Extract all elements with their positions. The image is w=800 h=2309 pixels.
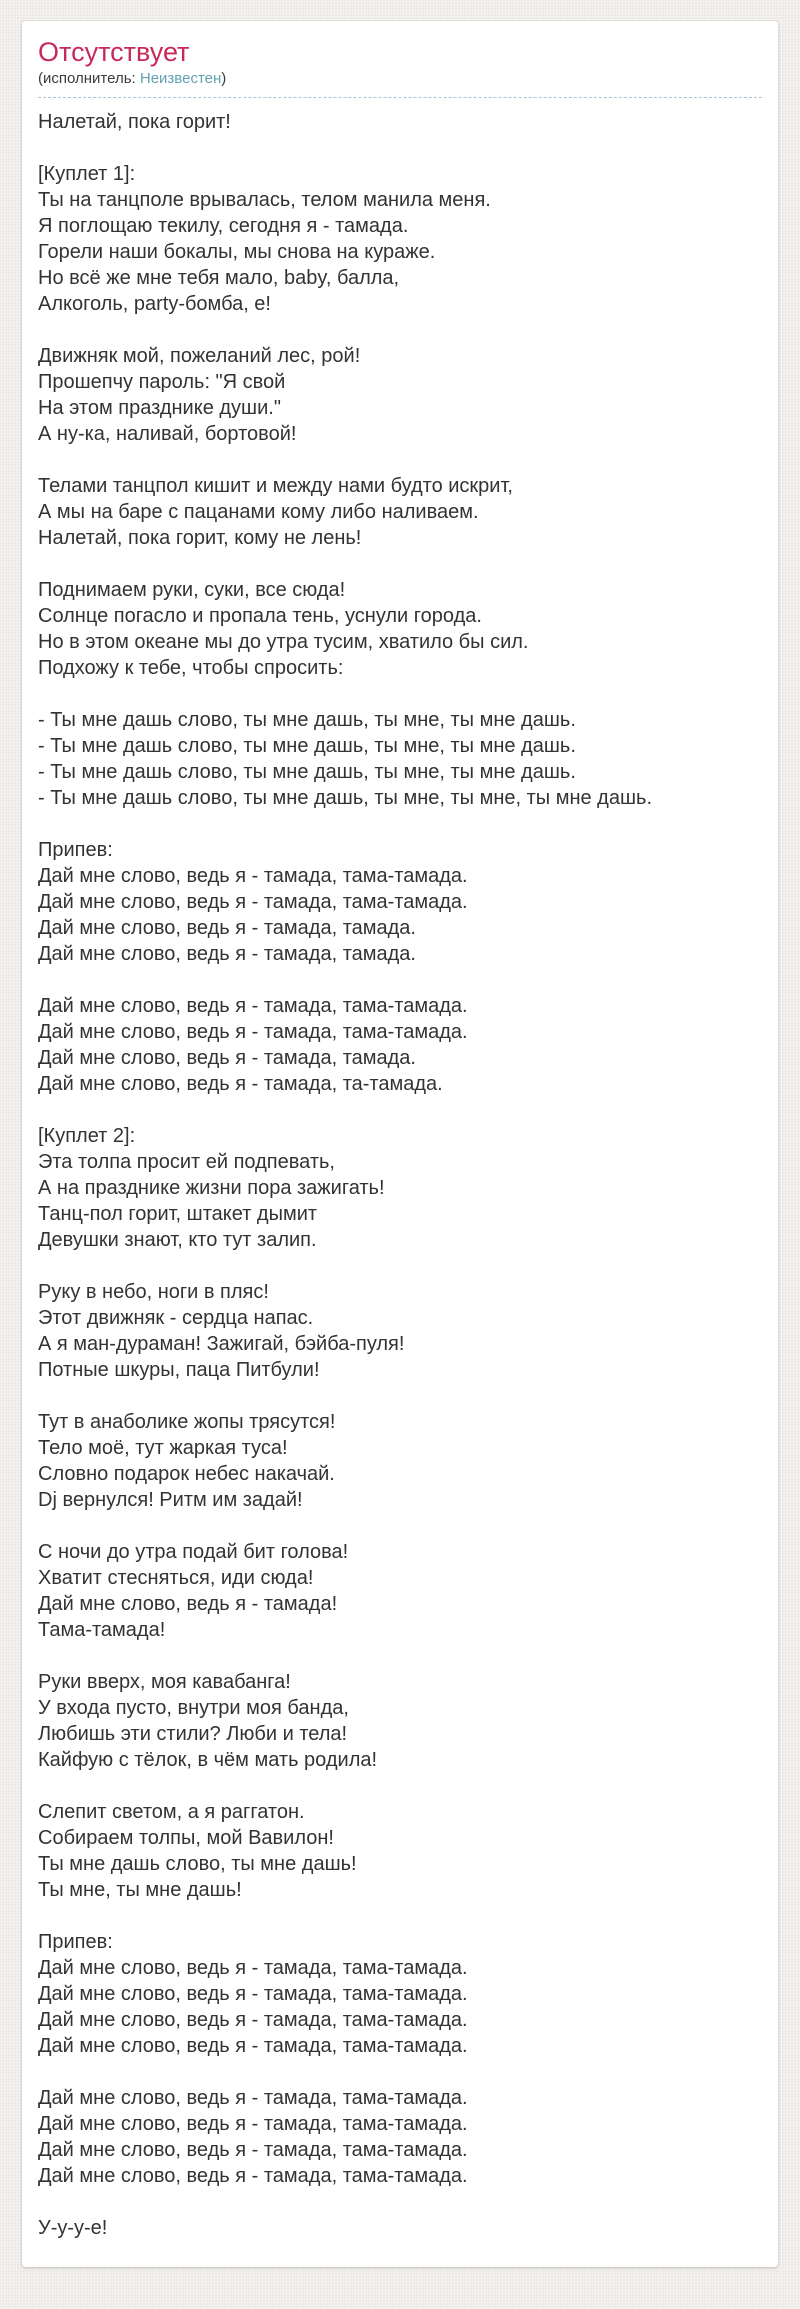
lyric-line: Дай мне слово, ведь я - тамада, тама-тамада. (38, 2139, 468, 2161)
lyric-line: У-у-у-е! (38, 2217, 108, 2239)
lyric-line: Дай мне слово, ведь я - тамада, тама-тамада. (38, 1957, 468, 1979)
lyric-line: Дай мне слово, ведь я - тамада! (38, 1593, 338, 1615)
lyric-line: Но в этом океане мы до утра тусим, хватило бы сил. (38, 631, 529, 653)
lyric-line: Дай мне слово, ведь я - тамада, тама-тамада. (38, 891, 468, 913)
artist-line (38, 70, 762, 88)
page-title: Отсутствует (38, 37, 190, 67)
blank-line (38, 1097, 762, 1123)
blank-line (38, 1253, 762, 1279)
lyric-line: Дай мне слово, ведь я - тамада, тамада. (38, 917, 416, 939)
lyric-line: У входа пусто, внутри моя банда, (38, 1697, 349, 1719)
lyric-line: Тама-тамада! (38, 1619, 166, 1641)
lyric-line: Дай мне слово, ведь я - тамада, тама-тамада. (38, 995, 468, 1017)
lyric-line: Припев: (38, 1931, 113, 1953)
song-header (38, 37, 762, 98)
blank-line (38, 447, 762, 473)
lyric-line: Дай мне слово, ведь я - тамада, тама-тамада. (38, 1983, 468, 2005)
lyric-line: Налетай, пока горит, кому не лень! (38, 527, 362, 549)
lyric-line: Дай мне слово, ведь я - тамада, тамада. (38, 1047, 416, 1069)
lyrics-card (22, 21, 778, 2267)
lyric-line: Любишь эти стили? Люби и тела! (38, 1723, 348, 1745)
lyric-line: Дай мне слово, ведь я - тамада, тама-тамада. (38, 865, 468, 887)
lyric-line: Я поглощаю текилу, сегодня я - тамада. (38, 215, 409, 237)
blank-line (38, 551, 762, 577)
blank-line (38, 811, 762, 837)
lyric-line: Хватит стесняться, иди сюда! (38, 1567, 314, 1589)
lyric-line: Словно подарок небес накачай. (38, 1463, 335, 1485)
lyric-line: Слепит светом, а я раггатон. (38, 1801, 305, 1823)
artist-label-suffix: ) (221, 70, 227, 87)
lyric-line: Телами танцпол кишит и между нами будто искрит, (38, 475, 513, 497)
artist-label: (исполнитель: (38, 70, 140, 87)
blank-line (38, 967, 762, 993)
lyric-line: Дай мне слово, ведь я - тамада, тама-тамада. (38, 1021, 468, 1043)
lyric-line: Эта толпа просит ей подпевать, (38, 1151, 335, 1173)
blank-line (38, 135, 762, 161)
lyric-line: Алкоголь, party-бомба, е! (38, 293, 271, 315)
blank-line (38, 681, 762, 707)
lyric-line: Девушки знают, кто тут залип. (38, 1229, 317, 1251)
lyric-line: Dj вернулся! Ритм им задай! (38, 1489, 303, 1511)
lyric-line: Дай мне слово, ведь я - тамада, тама-тамада. (38, 2087, 468, 2109)
lyrics-text (38, 109, 762, 2241)
lyric-line: Собираем толпы, мой Вавилон! (38, 1827, 334, 1849)
lyric-line: Тут в анаболике жопы трясутся! (38, 1411, 336, 1433)
lyric-line: Налетай, пока горит! (38, 111, 231, 133)
blank-line (38, 2059, 762, 2085)
lyric-line: Горели наши бокалы, мы снова на кураже. (38, 241, 436, 263)
lyric-line: Ты мне, ты мне дашь! (38, 1879, 242, 1901)
lyric-line: Солнце погасло и пропала тень, уснули города. (38, 605, 482, 627)
lyric-line: Потные шкуры, паца Питбули! (38, 1359, 320, 1381)
lyric-line: Ты на танцполе врывалась, телом манила меня. (38, 189, 491, 211)
lyric-line: Припев: (38, 839, 113, 861)
lyric-line: Поднимаем руки, суки, все сюда! (38, 579, 346, 601)
lyric-line: Дай мне слово, ведь я - тамада, тама-тамада. (38, 2035, 468, 2057)
lyric-line: А мы на баре с пацанами кому либо наливаем. (38, 501, 479, 523)
lyric-line: А на празднике жизни пора зажигать! (38, 1177, 385, 1199)
lyric-line: Руку в небо, ноги в пляс! (38, 1281, 269, 1303)
lyric-line: Дай мне слово, ведь я - тамада, тама-тамада. (38, 2113, 468, 2135)
blank-line (38, 1383, 762, 1409)
lyric-line: Этот движняк - сердца напас. (38, 1307, 314, 1329)
blank-line (38, 2189, 762, 2215)
lyric-line: - Ты мне дашь слово, ты мне дашь, ты мне, ты мне, ты мне дашь. (38, 787, 652, 809)
page-background (0, 21, 800, 2309)
lyric-line: Танц-пол горит, штакет дымит (38, 1203, 318, 1225)
lyric-line: А ну-ка, наливай, бортовой! (38, 423, 297, 445)
blank-line (38, 317, 762, 343)
lyric-line: Подхожу к тебе, чтобы спросить: (38, 657, 344, 679)
lyric-line: - Ты мне дашь слово, ты мне дашь, ты мне, ты мне дашь. (38, 761, 576, 783)
blank-line (38, 1643, 762, 1669)
lyric-line: На этом празднике души." (38, 397, 281, 419)
artist-link[interactable]: Неизвестен (139, 70, 222, 87)
lyric-line: Прошепчу пароль: "Я свой (38, 371, 286, 393)
lyric-line: Дай мне слово, ведь я - тамада, тама-тамада. (38, 2165, 468, 2187)
lyric-line: Но всё же мне тебя мало, baby, балла, (38, 267, 400, 289)
lyric-line: Дай мне слово, ведь я - тамада, та-тамада. (38, 1073, 443, 1095)
blank-line (38, 1513, 762, 1539)
lyric-line: - Ты мне дашь слово, ты мне дашь, ты мне, ты мне дашь. (38, 709, 576, 731)
lyric-line: Ты мне дашь слово, ты мне дашь! (38, 1853, 357, 1875)
lyric-line: Движняк мой, пожеланий лес, рой! (38, 345, 361, 367)
lyric-line: Руки вверх, моя кавабанга! (38, 1671, 291, 1693)
lyric-line: Кайфую с тёлок, в чём мать родила! (38, 1749, 378, 1771)
lyric-line: Дай мне слово, ведь я - тамада, тамада. (38, 943, 416, 965)
lyric-line: Тело моё, тут жаркая туса! (38, 1437, 288, 1459)
blank-line (38, 1773, 762, 1799)
lyric-line: С ночи до утра подай бит голова! (38, 1541, 349, 1563)
lyric-line: [Куплет 1]: (38, 163, 136, 185)
lyric-line: [Куплет 2]: (38, 1125, 136, 1147)
blank-line (38, 1903, 762, 1929)
lyric-line: - Ты мне дашь слово, ты мне дашь, ты мне, ты мне дашь. (38, 735, 576, 757)
lyric-line: Дай мне слово, ведь я - тамада, тама-тамада. (38, 2009, 468, 2031)
lyric-line: А я ман-дураман! Зажигай, бэйба-пуля! (38, 1333, 405, 1355)
